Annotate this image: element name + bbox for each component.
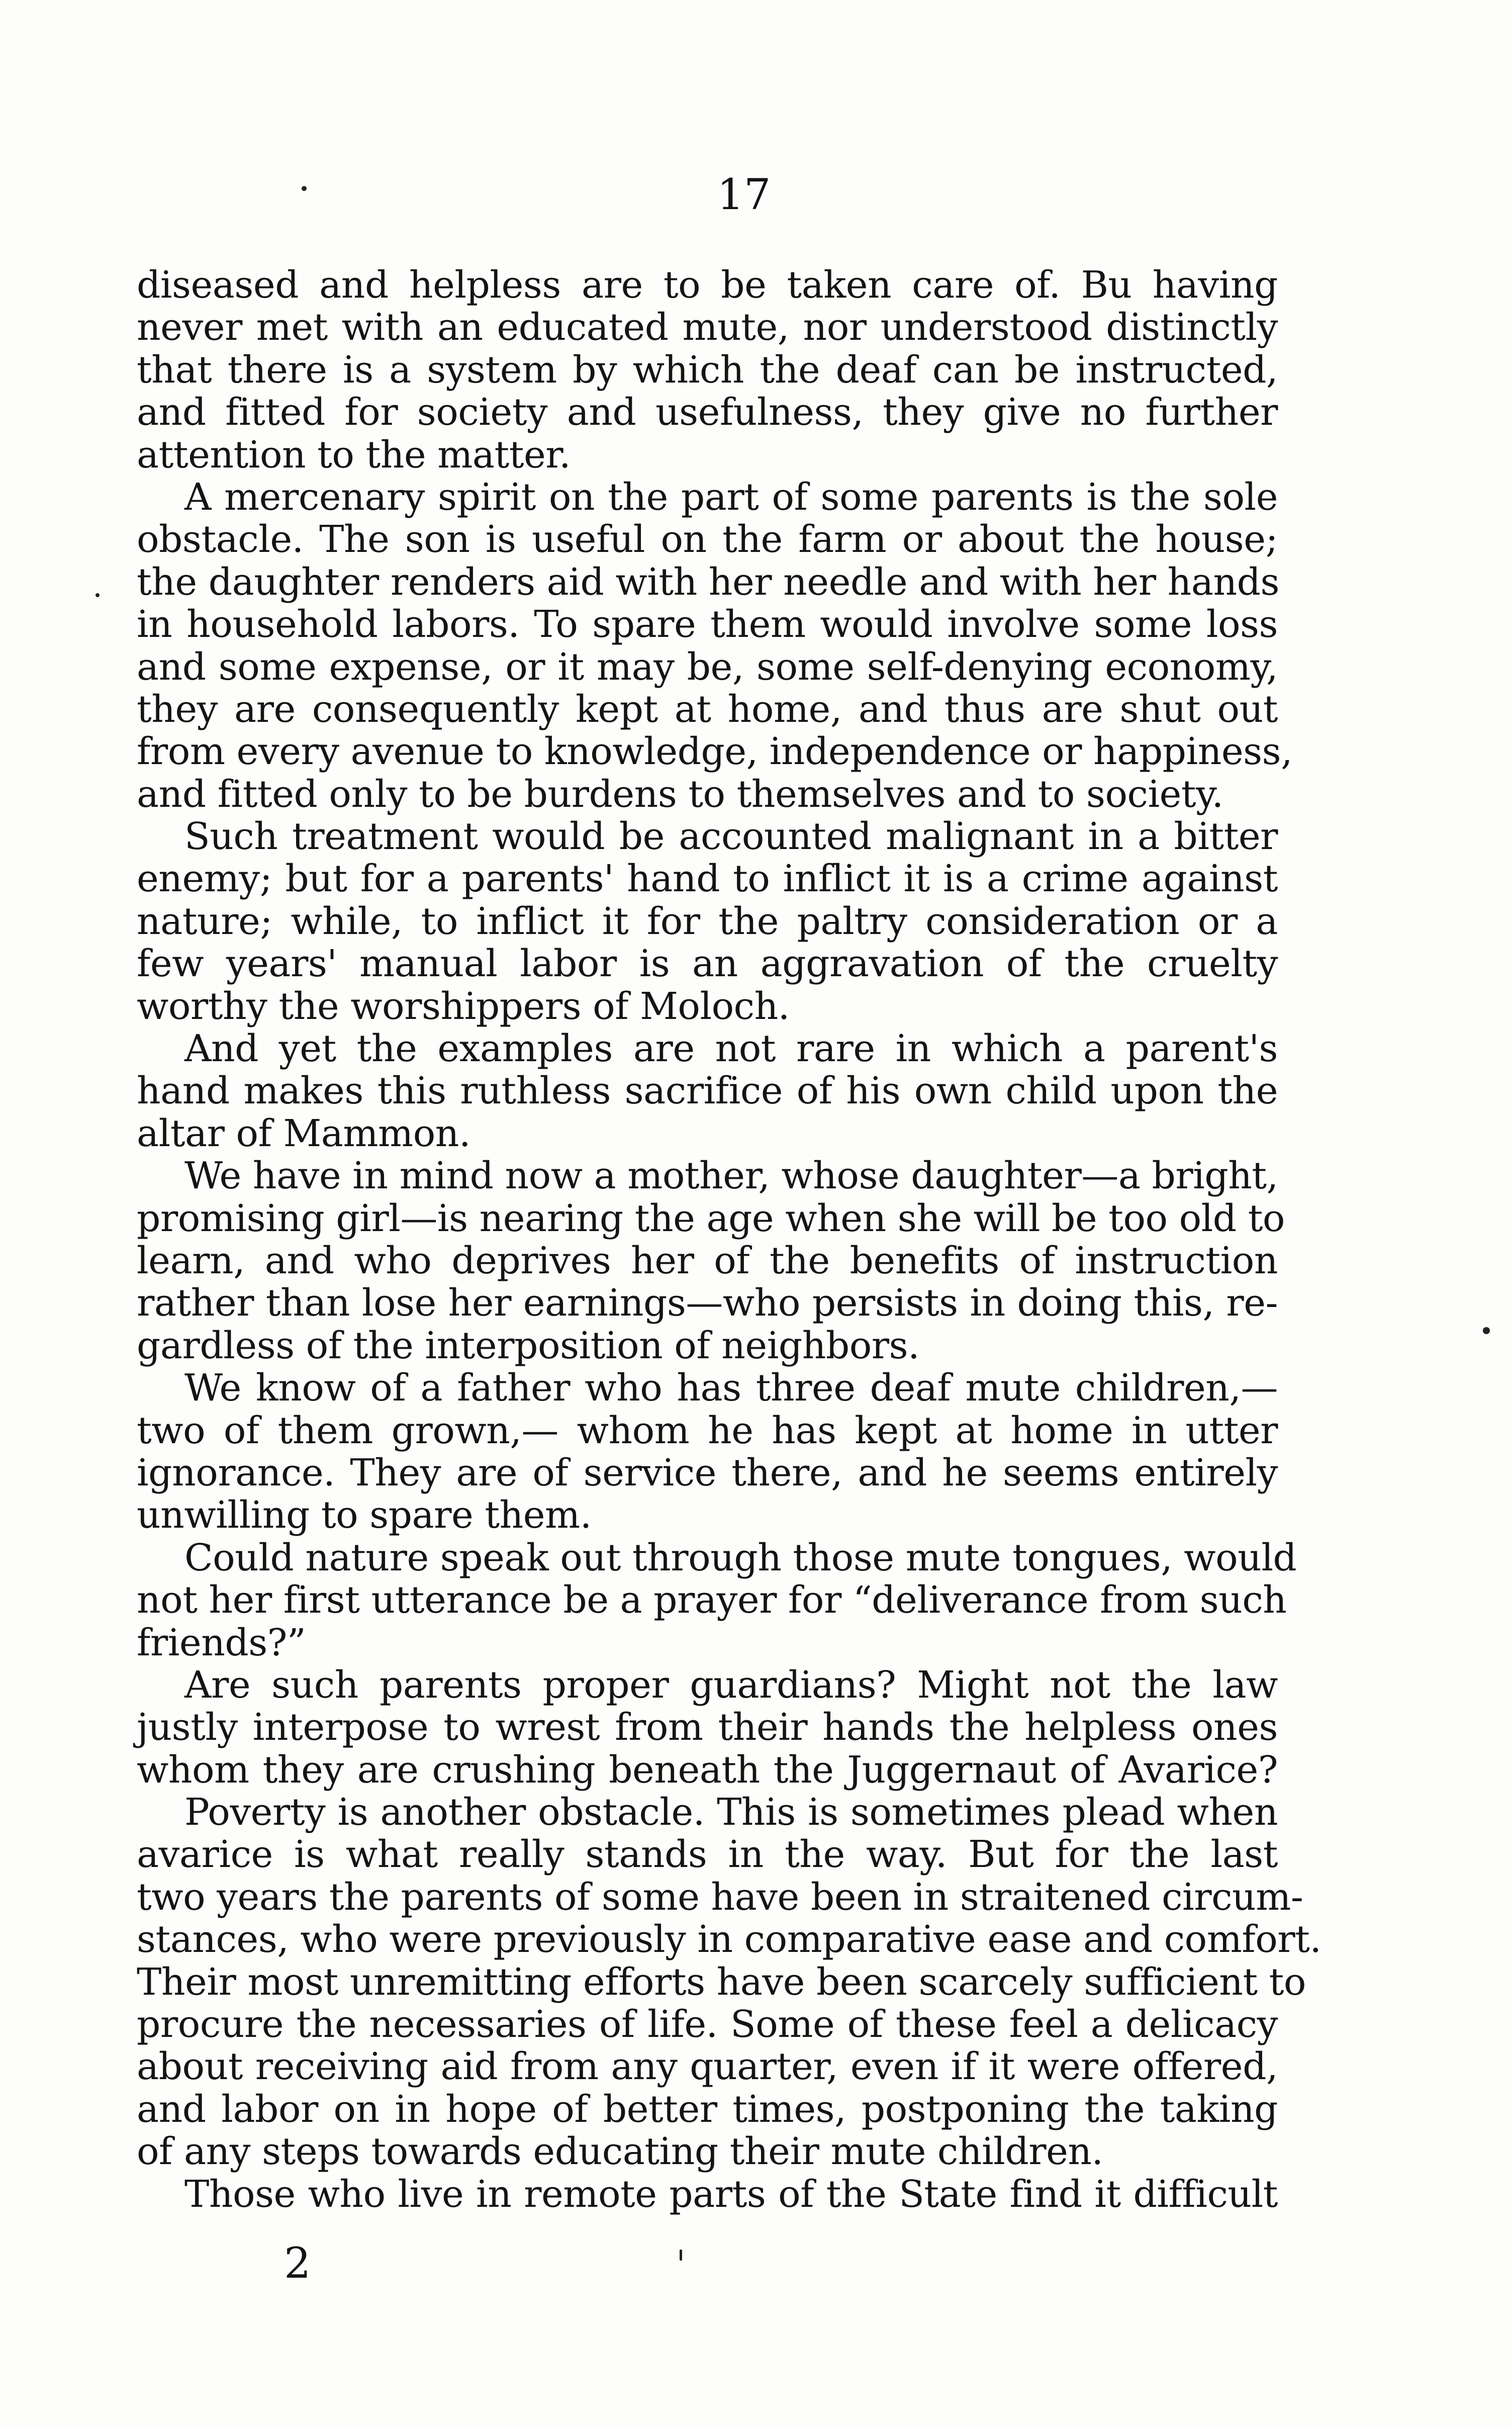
text-line: rather than lose her earnings—who persists in doing this, re- <box>137 1281 1278 1325</box>
text-line: about receiving aid from any quarter, even if it were offered, <box>137 2045 1278 2089</box>
page-number: 17 <box>717 170 771 219</box>
body-text <box>137 263 1321 2216</box>
text-line: the daughter renders aid with her needle and with her hands <box>137 560 1279 604</box>
ink-speck <box>1483 1327 1490 1334</box>
text-line: and labor on in hope of better times, postponing the taking <box>137 2087 1278 2131</box>
ink-speck <box>680 2250 682 2261</box>
text-line: obstacle. The son is useful on the farm or about the house; <box>137 518 1278 562</box>
text-line: Those who live in remote parts of the State find it difficult <box>184 2172 1278 2216</box>
text-line: Their most unremitting efforts have been scarcely sufficient to <box>137 1960 1306 2004</box>
text-line: diseased and helpless are to be taken care of. Bu having <box>137 263 1278 307</box>
text-line: they are consequently kept at home, and thus are shut out <box>137 687 1278 731</box>
text-line: Could nature speak out through those mute tongues, would <box>184 1536 1297 1579</box>
text-line: ignorance. They are of service there, and he seems entirely <box>137 1451 1278 1495</box>
text-line: promising girl—is nearing the age when she will be too old to <box>137 1196 1285 1240</box>
text-line: procure the necessaries of life. Some of these feel a delicacy <box>137 2003 1278 2046</box>
text-line: A mercenary spirit on the part of some parents is the sole <box>184 475 1278 519</box>
text-line: learn, and who deprives her of the benefits of instruction <box>137 1239 1278 1282</box>
text-line: avarice is what really stands in the way. But for the last <box>137 1833 1278 1877</box>
text-line: Such treatment would be accounted malignant in a bitter <box>184 815 1278 859</box>
text-line: of any steps towards educating their mute children. <box>137 2130 1103 2174</box>
text-line: worthy the worshippers of Moloch. <box>137 984 790 1028</box>
text-line: that there is a system by which the deaf can be instructed, <box>137 348 1278 392</box>
text-line: Are such parents proper guardians? Might not the law <box>184 1663 1278 1707</box>
text-line: Poverty is another obstacle. This is sometimes plead when <box>184 1791 1278 1834</box>
text-line: and some expense, or it may be, some self-denying economy, <box>137 645 1278 689</box>
text-line: few years' manual labor is an aggravation of the cruelty <box>137 942 1278 986</box>
text-line: attention to the matter. <box>137 433 571 477</box>
text-line: not her first utterance be a prayer for “deliverance from such <box>137 1578 1287 1622</box>
text-line: altar of Mammon. <box>137 1111 470 1155</box>
text-line: in household labors. To spare them would involve some loss <box>137 603 1278 646</box>
text-line: gardless of the interposition of neighbors. <box>137 1324 920 1367</box>
text-line: hand makes this ruthless sacrifice of his own child upon the <box>137 1069 1278 1113</box>
text-line: never met with an educated mute, nor understood distinctly <box>137 306 1278 349</box>
text-line: stances, who were previously in comparative ease and comfort. <box>137 1918 1321 1962</box>
text-line: from every avenue to knowledge, independence or happiness, <box>137 730 1293 774</box>
text-line: nature; while, to inflict it for the paltry consideration or a <box>137 899 1278 943</box>
text-line: We know of a father who has three deaf mute children,— <box>184 1366 1278 1410</box>
text-line: friends?” <box>137 1621 306 1664</box>
ink-speck <box>302 186 307 191</box>
text-line: whom they are crushing beneath the Juggernaut of Avarice? <box>137 1748 1278 1792</box>
text-line: and fitted only to be burdens to themselves and to society. <box>137 772 1223 816</box>
text-line: justly interpose to wrest from their hands the helpless ones <box>137 1706 1278 1749</box>
text-line: unwilling to spare them. <box>137 1493 592 1537</box>
text-line: We have in mind now a mother, whose daughter—a bright, <box>184 1154 1278 1198</box>
ink-speck <box>96 593 100 597</box>
text-line: enemy; but for a parents' hand to inflict it is a crime against <box>137 857 1278 901</box>
text-line: two of them grown,— whom he has kept at home in utter <box>137 1409 1278 1452</box>
text-line: two years the parents of some have been in straitened circum- <box>137 1875 1303 1919</box>
text-line: and fitted for society and usefulness, they give no further <box>137 391 1278 434</box>
signature-mark: 2 <box>284 2238 311 2288</box>
text-line: And yet the examples are not rare in which a parent's <box>184 1027 1278 1071</box>
